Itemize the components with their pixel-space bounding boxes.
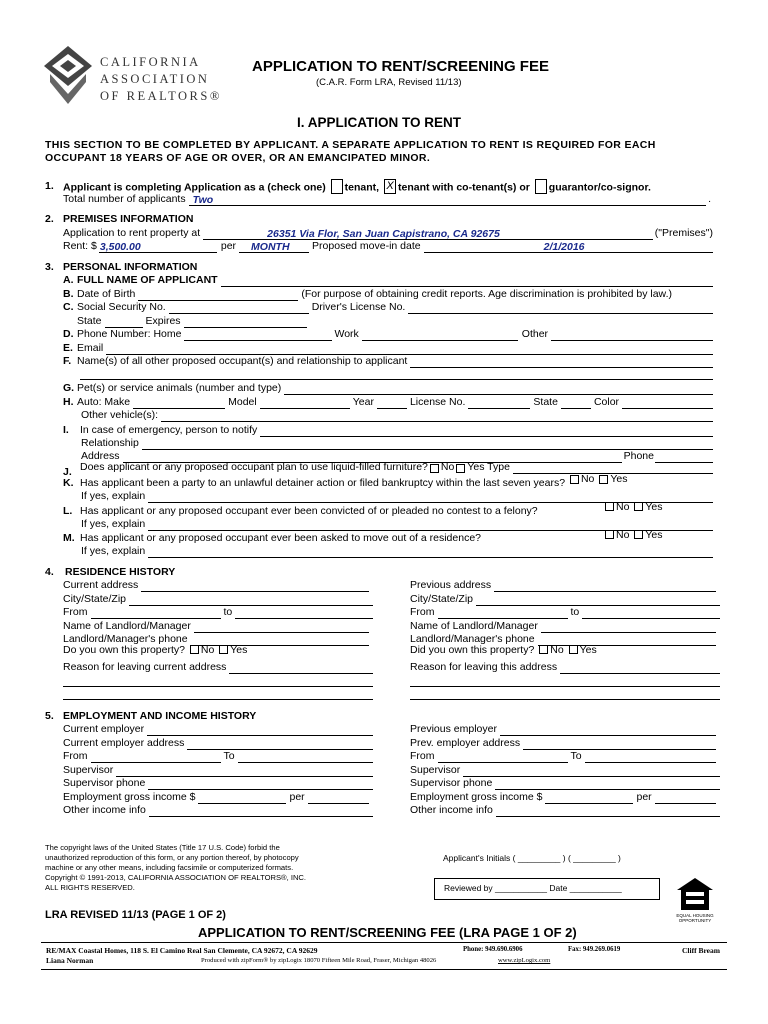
reason-current-line-3[interactable] [63, 699, 373, 700]
section-intro-2: OCCUPANT 18 YEARS OF AGE OR OVER, OR AN EMANCIPATED MINOR. [45, 152, 431, 164]
current-other-income-label: Other income info [63, 804, 146, 816]
current-to-label: to [223, 606, 233, 618]
felony-options [603, 501, 663, 514]
felony-explain-label: If yes, explain [81, 518, 146, 530]
ssn-field[interactable] [169, 303, 309, 314]
felony-yes-checkbox[interactable] [634, 502, 643, 511]
move-out-no-checkbox[interactable] [605, 530, 614, 539]
item5-num: 5. [45, 710, 54, 722]
current-own-yes-checkbox[interactable] [219, 645, 228, 654]
reason-current-field[interactable] [229, 663, 373, 674]
prev-gross-per-field[interactable] [655, 793, 716, 804]
current-landlord-row [63, 620, 369, 633]
current-address-row [63, 579, 369, 592]
personal-heading: PERSONAL INFORMATION [63, 261, 198, 273]
other-vehicles-row [81, 409, 713, 422]
current-emp-address-field[interactable] [187, 739, 373, 750]
state-label: State [77, 315, 102, 327]
previous-landlord-row [410, 620, 716, 633]
emergency-address-label: Address [81, 450, 120, 462]
current-gross-label: Employment gross income $ [63, 791, 196, 803]
auto-state-label: State [533, 396, 558, 408]
reason-prev-row [410, 661, 720, 674]
co-tenant-checkbox[interactable] [384, 179, 396, 194]
total-applicants-field[interactable] [189, 195, 707, 206]
reason-prev-line-2[interactable] [410, 686, 720, 687]
prev-supervisor-phone-label: Supervisor phone [410, 777, 493, 789]
auto-row: H. Auto: Make Model Year License No. State Color [63, 396, 713, 409]
relationship-label: Relationship [81, 437, 139, 449]
agent-name: Liana Norman [46, 956, 94, 965]
current-emp-from-field[interactable] [91, 752, 221, 763]
footer-bar [41, 942, 727, 970]
current-own-row [63, 644, 247, 657]
furniture-no-label: No [440, 461, 455, 473]
occupants-field[interactable] [410, 357, 713, 368]
license-field[interactable] [408, 303, 713, 314]
current-gross-field[interactable] [198, 793, 286, 804]
prev-emp-address-row [410, 737, 716, 750]
item4-num: 4. [45, 566, 54, 578]
current-address-field[interactable] [141, 581, 369, 592]
full-name-row: A. FULL NAME OF APPLICANT [63, 274, 713, 287]
rent-label: Rent: $ [63, 240, 97, 252]
full-name-field[interactable] [221, 276, 713, 287]
previous-employer-label: Previous employer [410, 723, 497, 735]
auto-license-label: License No. [409, 396, 466, 408]
email-field[interactable] [106, 344, 713, 355]
current-csz-label: City/State/Zip [63, 593, 127, 605]
total-applicants-row: Total number of applicants Two . [63, 193, 711, 206]
current-gross-per-label: per [289, 791, 305, 803]
felony-row: L. Has applicant or any proposed occupant ever been convicted of or pleaded no contest to a felony? [63, 505, 538, 517]
current-supervisor-phone-label: Supervisor phone [63, 777, 146, 789]
detainer-row: K. Has applicant been a party to an unlawful detainer action or filed bankruptcy within the last seven years? No Yes [63, 473, 628, 489]
work-phone-field[interactable] [362, 330, 518, 341]
relationship-row [81, 437, 713, 450]
move-out-explain-label: If yes, explain [81, 545, 146, 557]
auto-color-field[interactable] [622, 398, 713, 409]
item1-text: Applicant is completing Application as a (check one) [63, 181, 326, 194]
co-tenant-label: tenant with co-tenant(s) or [398, 181, 530, 194]
current-landlord-label: Name of Landlord/Manager [63, 620, 191, 632]
current-emp-address-label: Current employer address [63, 737, 185, 749]
previous-own-label: Did you own this property? [410, 644, 535, 656]
previous-csz-row [410, 593, 720, 606]
broker-phone: Phone: 949.690.6906 [463, 946, 523, 953]
detainer-no-checkbox[interactable] [570, 475, 579, 484]
premises-address-field[interactable] [203, 229, 653, 240]
expires-field[interactable] [184, 317, 307, 328]
dob-field[interactable] [138, 290, 298, 301]
rent-value: 3,500.00 [99, 241, 141, 253]
current-supervisor-row [63, 764, 373, 777]
previous-landlord-field[interactable] [541, 622, 716, 633]
dob-note: (For purpose of obtaining credit reports. Age discrimination is prohibited by law.) [301, 288, 672, 300]
pets-field[interactable] [284, 384, 713, 395]
current-other-income-row [63, 804, 373, 817]
employment-heading: EMPLOYMENT AND INCOME HISTORY [63, 710, 257, 722]
guarantor-label: guarantor/co-signor. [548, 181, 651, 194]
car-logo-icon [42, 44, 94, 110]
occupants-line-2[interactable] [80, 379, 713, 380]
reason-current-line-2[interactable] [63, 686, 373, 687]
auto-license-field[interactable] [468, 398, 530, 409]
other-phone-label: Other [521, 328, 549, 340]
previous-own-yes-label: Yes [579, 644, 597, 656]
item3-num: 3. [45, 261, 54, 273]
current-csz-field[interactable] [129, 595, 373, 606]
total-applicants-value: Two [192, 194, 214, 206]
auto-color-label: Color [593, 396, 620, 408]
form-subtitle: (C.A.R. Form LRA, Revised 11/13) [316, 77, 462, 88]
premises-label: ("Premises") [654, 227, 713, 239]
ziplogix-link[interactable]: www.zipLogix.com [498, 957, 551, 964]
other-vehicles-label: Other vehicle(s): [81, 409, 159, 421]
current-own-no-checkbox[interactable] [190, 645, 199, 654]
movein-label: Proposed move-in date [312, 240, 421, 252]
prev-emp-to-label: To [570, 750, 582, 762]
state-row [77, 315, 307, 328]
premises-address-label: Application to rent property at [63, 227, 201, 239]
reason-prev-field[interactable] [560, 663, 720, 674]
auto-model-label: Model [228, 396, 257, 408]
previous-from-label: From [410, 606, 435, 618]
prev-emp-address-field[interactable] [523, 739, 716, 750]
current-from-row [63, 606, 373, 619]
lra-revised: LRA REVISED 11/13 (PAGE 1 OF 2) [45, 909, 226, 921]
current-emp-from-label: From [63, 750, 88, 762]
furniture-no-checkbox[interactable] [430, 464, 439, 473]
current-employer-row [63, 723, 373, 736]
produced-by: Produced with zipForm® by zipLogix 18070 Fifteen Mile Road, Fraser, Michigan 48026 [201, 957, 437, 964]
current-address-label: Current address [63, 579, 139, 591]
move-out-no-label: No [616, 529, 630, 541]
current-to-field[interactable] [235, 608, 373, 619]
section-intro-1: THIS SECTION TO BE COMPLETED BY APPLICANT. A SEPARATE APPLICATION TO RENT IS REQUIRED FOR EACH [45, 139, 656, 151]
move-out-yes-label: Yes [645, 529, 663, 541]
previous-address-field[interactable] [494, 581, 716, 592]
agent-right: Cliff Bream [682, 946, 720, 955]
copyright-notice: The copyright laws of the United States (Title 17 U.S. Code) forbid the unauthorized reproduction of this form, or any portion thereof, by photocopy machine or any other means, including facsimile or computerized formats. Copyright © 1991-2013, CALIFORNIA ASSOCIATION OF REALTORS®, INC. ALL RIGHTS RESERVED. [45, 843, 307, 892]
car-logo [42, 44, 94, 110]
felony-yes-label: Yes [645, 501, 663, 513]
prev-other-income-field[interactable] [496, 806, 720, 817]
move-out-explain-field[interactable] [148, 547, 713, 558]
prev-supervisor-label: Supervisor [410, 764, 461, 776]
per-label: per [220, 240, 237, 252]
prev-supervisor-phone-row [410, 777, 720, 790]
pets-label: Pet(s) or service animals (number and type) [77, 382, 282, 394]
reason-current-label: Reason for leaving current address [63, 661, 227, 673]
prev-emp-from-row [410, 750, 716, 763]
emergency-row: I. In case of emergency, person to notify [63, 424, 713, 437]
prev-gross-field[interactable] [545, 793, 633, 804]
furniture-row: J. Does applicant or any proposed occupant plan to use liquid-filled furniture? No Yes Type [63, 461, 713, 474]
detainer-no-label: No [580, 473, 595, 485]
license-label: Driver's License No. [311, 301, 406, 313]
detainer-yes-checkbox[interactable] [599, 475, 608, 484]
current-supervisor-phone-row [63, 777, 373, 790]
pets-row: G. Pet(s) or service animals (number and type) [63, 382, 713, 395]
current-emp-from-row [63, 750, 373, 763]
current-landlord-field[interactable] [194, 622, 369, 633]
movein-field[interactable] [424, 242, 713, 253]
auto-model-field[interactable] [260, 398, 350, 409]
move-out-yes-checkbox[interactable] [634, 530, 643, 539]
prev-supervisor-field[interactable] [463, 766, 720, 777]
auto-make-field[interactable] [133, 398, 225, 409]
dob-row: B. Date of Birth (For purpose of obtaining credit reports. Age discrimination is prohibited by law.) [63, 288, 672, 300]
current-gross-per-field[interactable] [308, 793, 369, 804]
previous-employer-field[interactable] [500, 725, 716, 736]
current-other-income-field[interactable] [149, 806, 373, 817]
per-value: MONTH [251, 241, 290, 253]
emergency-label: In case of emergency, person to notify [80, 424, 258, 436]
page-title-footer: APPLICATION TO RENT/SCREENING FEE (LRA PAGE 1 OF 2) [198, 925, 577, 940]
previous-csz-field[interactable] [476, 595, 720, 606]
item2-num: 2. [45, 213, 54, 225]
detainer-explain-label: If yes, explain [81, 490, 146, 502]
previous-own-row [410, 644, 597, 657]
furniture-yes-label: Yes Type [467, 461, 510, 473]
previous-own-no-checkbox[interactable] [539, 645, 548, 654]
rent-field[interactable] [99, 242, 217, 253]
current-gross-row [63, 791, 369, 804]
reason-current-row [63, 661, 373, 674]
move-out-row: M. Has applicant or any proposed occupant ever been asked to move out of a residence? [63, 532, 482, 544]
previous-to-field[interactable] [582, 608, 720, 619]
current-supervisor-field[interactable] [116, 766, 373, 777]
current-employer-field[interactable] [147, 725, 373, 736]
broker-info: RE/MAX Coastal Homes, 118 S. El Camino Real San Clemente, CA 92672, CA 92629 [46, 946, 318, 955]
auto-year-field[interactable] [377, 398, 407, 409]
emergency-phone-label: Phone [623, 450, 654, 462]
current-emp-address-row [63, 737, 373, 750]
per-field[interactable] [239, 242, 309, 253]
current-own-yes-label: Yes [230, 644, 248, 656]
total-applicants-label: Total number of applicants [63, 193, 186, 205]
email-row: E. Email [63, 342, 713, 355]
current-landlord-phone-label: Landlord/Manager's phone [63, 633, 188, 645]
equal-housing-icon [675, 876, 715, 912]
move-out-label: Has applicant or any proposed occupant ever been asked to move out of a residence? [80, 532, 482, 544]
movein-value: 2/1/2016 [543, 241, 585, 253]
reviewed-label: Reviewed by ___________ Date ___________ [444, 883, 622, 893]
expires-label: Expires [145, 315, 181, 327]
auto-year-label: Year [352, 396, 374, 408]
other-phone-field[interactable] [551, 330, 713, 341]
prev-other-income-row [410, 804, 720, 817]
furniture-yes-checkbox[interactable] [456, 464, 465, 473]
other-vehicles-field[interactable] [161, 411, 713, 422]
org-name: CALIFORNIA ASSOCIATION OF REALTORS® [100, 55, 222, 103]
prev-gross-label: Employment gross income $ [410, 791, 543, 803]
emergency-field[interactable] [260, 426, 713, 437]
previous-landlord-phone-label: Landlord/Manager's phone [410, 633, 535, 645]
move-out-options [603, 529, 663, 542]
occupants-label: Name(s) of all other proposed occupant(s) and relationship to applicant [77, 355, 408, 367]
premises-address-value: 26351 Via Flor, San Juan Capistrano, CA 92675 [267, 228, 500, 240]
detainer-yes-label: Yes [610, 473, 628, 485]
previous-landlord-label: Name of Landlord/Manager [410, 620, 538, 632]
current-emp-to-field[interactable] [238, 752, 373, 763]
move-out-explain-row [81, 545, 713, 558]
dob-label: Date of Birth [77, 288, 136, 300]
prev-emp-from-field[interactable] [438, 752, 568, 763]
prev-emp-to-field[interactable] [585, 752, 716, 763]
current-csz-row [63, 593, 373, 606]
reason-prev-label: Reason for leaving this address [410, 661, 558, 673]
current-from-label: From [63, 606, 88, 618]
premises-address-row [63, 227, 713, 240]
detainer-label: Has applicant been a party to an unlawful detainer action or filed bankruptcy within the last seven years? [80, 477, 566, 489]
premises-heading: PREMISES INFORMATION [63, 213, 194, 225]
section-heading: I. APPLICATION TO RENT [297, 115, 462, 130]
prev-emp-from-label: From [410, 750, 435, 762]
reason-prev-line-3[interactable] [410, 699, 720, 700]
felony-no-label: No [616, 501, 630, 513]
previous-csz-label: City/State/Zip [410, 593, 474, 605]
phone-row: D. Phone Number: Home Work Other [63, 328, 713, 341]
previous-own-no-label: No [550, 644, 564, 656]
tenant-label: tenant, [344, 181, 380, 194]
previous-address-label: Previous address [410, 579, 492, 591]
prev-other-income-label: Other income info [410, 804, 493, 816]
felony-label: Has applicant or any proposed occupant ever been convicted of or pleaded no contest to a felony? [80, 505, 538, 517]
current-emp-to-label: To [223, 750, 235, 762]
prev-supervisor-phone-field[interactable] [495, 779, 720, 790]
equal-housing-text: EQUAL HOUSING OPPORTUNITY [676, 913, 714, 923]
full-name-label: FULL NAME OF APPLICANT [77, 274, 218, 286]
prev-gross-per-label: per [636, 791, 652, 803]
relationship-field[interactable] [142, 439, 713, 450]
prev-emp-address-label: Prev. employer address [410, 737, 521, 749]
broker-fax: Fax: 949.269.0619 [568, 946, 621, 953]
residence-heading: RESIDENCE HISTORY [65, 566, 176, 578]
item1-num: 1. [45, 180, 54, 192]
previous-from-field[interactable] [438, 608, 568, 619]
rent-row [63, 240, 713, 253]
tenant-checkbox[interactable] [331, 179, 343, 194]
ssn-label: Social Security No. [77, 301, 166, 313]
previous-employer-row [410, 723, 716, 736]
current-supervisor-label: Supervisor [63, 764, 114, 776]
current-employer-label: Current employer [63, 723, 145, 735]
form-title: APPLICATION TO RENT/SCREENING FEE [252, 58, 549, 75]
current-own-no-label: No [200, 644, 215, 656]
occupants-row: F. Name(s) of all other proposed occupant(s) and relationship to applicant [63, 355, 713, 368]
previous-address-row [410, 579, 716, 592]
previous-from-row [410, 606, 720, 619]
auto-make-label: Auto: Make [77, 396, 131, 408]
prev-supervisor-row [410, 764, 720, 777]
guarantor-checkbox[interactable] [535, 179, 547, 194]
furniture-label: Does applicant or any proposed occupant plan to use liquid-filled furniture? [80, 461, 428, 473]
auto-state-field[interactable] [561, 398, 591, 409]
current-from-field[interactable] [91, 608, 221, 619]
current-own-label: Do you own this property? [63, 644, 185, 656]
current-supervisor-phone-field[interactable] [148, 779, 373, 790]
home-phone-field[interactable] [184, 330, 332, 341]
previous-to-label: to [570, 606, 580, 618]
previous-own-yes-checkbox[interactable] [569, 645, 578, 654]
prev-gross-row [410, 791, 716, 804]
work-phone-label: Work [334, 328, 359, 340]
applicant-initials[interactable]: Applicant's Initials ( _________ ) ( _________ ) [443, 853, 621, 863]
ssn-row: C. Social Security No. Driver's License No. [63, 301, 713, 314]
felony-no-checkbox[interactable] [605, 502, 614, 511]
co-tenant-check-mark: X [386, 180, 394, 192]
reviewed-box[interactable] [434, 878, 660, 900]
state-field[interactable] [105, 317, 143, 328]
home-phone-label: Phone Number: Home [77, 328, 182, 340]
email-label: Email [77, 342, 104, 354]
